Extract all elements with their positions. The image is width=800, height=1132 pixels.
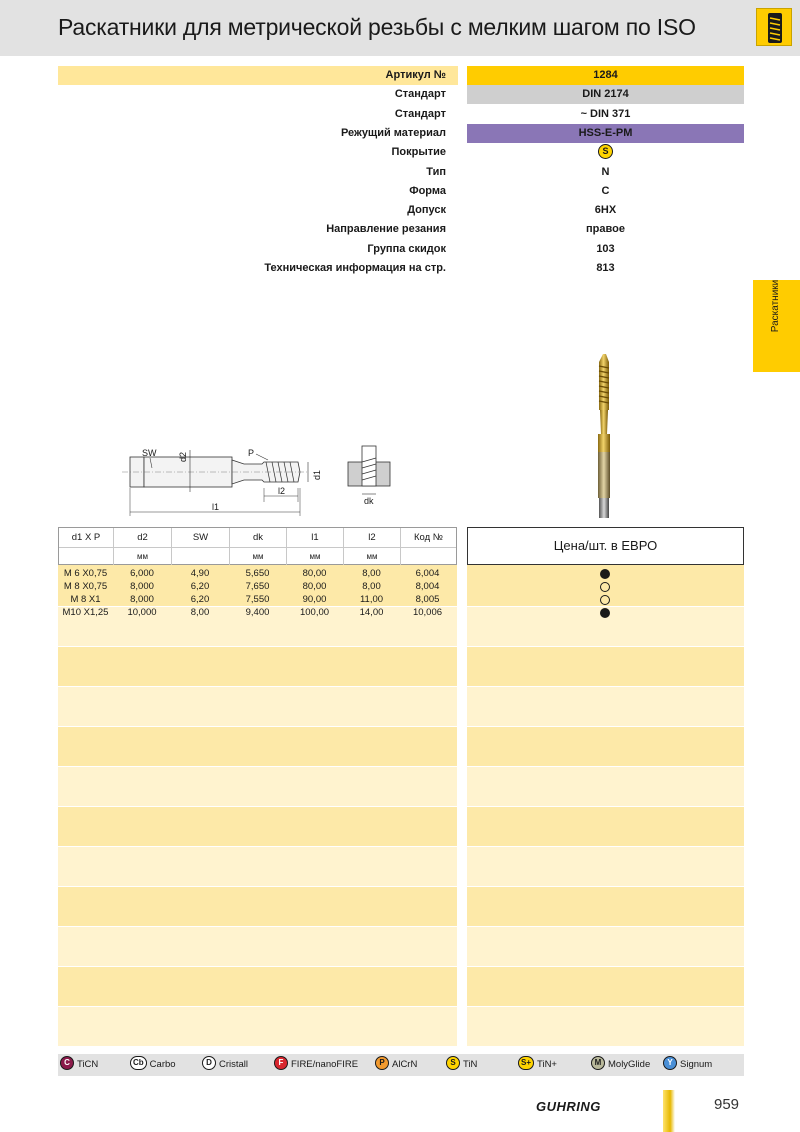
cell-l2: 11,00	[359, 594, 384, 605]
legend-item	[663, 1057, 712, 1073]
coating-badge-icon: Cb	[130, 1056, 147, 1070]
table-band	[467, 1007, 744, 1046]
in-stock-icon	[600, 569, 610, 579]
drawing-d1-label: d1	[312, 469, 322, 480]
cell-dk: 7,650	[245, 581, 270, 592]
coating-badge-icon: S	[598, 144, 613, 159]
tool-photo	[582, 352, 626, 525]
spec-value: 813	[467, 259, 744, 278]
brand-logo: GUHRING	[536, 1099, 601, 1114]
coating-badge-icon: S+	[518, 1056, 534, 1070]
col-l2: l2	[344, 528, 401, 547]
cell-sw: 8,00	[190, 607, 210, 618]
page-title: Раскатники для метрической резьбы с мелким шагом по ISO	[58, 14, 696, 40]
unit-d2: мм	[114, 547, 172, 565]
drawing-l1-label: l1	[212, 502, 220, 512]
cell-l2: 14,00	[359, 607, 384, 618]
legend-label: AlCrN	[392, 1059, 418, 1070]
coating-badge-icon: Y	[663, 1056, 677, 1070]
tool-drawing	[112, 432, 402, 525]
title-bar	[0, 0, 800, 56]
unit-d1xp	[59, 547, 114, 565]
table-band	[58, 647, 457, 686]
drawing-l2-label: l2	[278, 486, 286, 496]
coating-legend	[58, 1054, 744, 1076]
spec-label: Группа скидок	[58, 240, 458, 259]
price-header: Цена/шт. в ЕВРО	[467, 527, 744, 565]
cell-d1xp: M 8 X1	[70, 594, 101, 605]
unit-l2: мм	[344, 547, 401, 565]
cell-dk: 5,650	[245, 568, 270, 579]
on-order-icon	[600, 595, 610, 605]
legend-item	[274, 1057, 358, 1073]
spec-value: 1284	[467, 66, 744, 85]
spec-value: N	[467, 163, 744, 182]
spec-label: Техническая информация на стр.	[58, 259, 458, 278]
coating-badge-icon: C	[60, 1056, 74, 1070]
spec-label: Направление резания	[58, 220, 458, 239]
legend-item	[202, 1057, 248, 1073]
legend-label: MolyGlide	[608, 1059, 651, 1070]
table-band	[58, 847, 457, 886]
table-band	[467, 847, 744, 886]
table-band	[58, 967, 457, 1006]
spec-label: Режущий материал	[58, 124, 458, 143]
legend-label: FIRE/nanoFIRE	[291, 1059, 359, 1070]
cell-l1: 100,00	[299, 607, 330, 618]
spec-value: ~ DIN 371	[467, 105, 744, 124]
col-sw: SW	[172, 528, 230, 547]
spec-value: C	[467, 182, 744, 201]
cell-code: 10,006	[412, 607, 443, 618]
table-band	[467, 687, 744, 726]
cell-l2: 8,00	[362, 568, 381, 579]
side-tab[interactable]	[753, 280, 800, 372]
spec-value	[467, 143, 744, 162]
coating-badge-icon: F	[274, 1056, 288, 1070]
in-stock-icon	[600, 608, 610, 618]
table-band	[467, 967, 744, 1006]
table-band	[467, 767, 744, 806]
col-d2: d2	[114, 528, 172, 547]
coating-badge-icon: D	[202, 1056, 216, 1070]
cell-d2: 8,000	[130, 594, 154, 605]
table-band	[467, 727, 744, 766]
legend-label: TiN+	[537, 1059, 557, 1070]
col-code: Код №	[414, 532, 443, 543]
legend-label: Carbo	[149, 1059, 176, 1070]
cell-code: 6,004	[415, 568, 440, 579]
spec-label: Артикул №	[58, 66, 458, 85]
unit-code	[401, 547, 456, 565]
cell-d1xp: M 8 X0,75	[63, 581, 108, 592]
col-dk: dk	[230, 528, 287, 547]
table-band	[58, 767, 457, 806]
legend-item	[518, 1057, 557, 1073]
cell-d2: 6,000	[130, 568, 154, 579]
table-band	[58, 687, 457, 726]
spec-label: Форма	[58, 182, 458, 201]
spec-label: Стандарт	[58, 105, 458, 124]
legend-item	[60, 1057, 98, 1073]
cell-sw: 4,90	[190, 568, 210, 579]
table-band	[58, 927, 457, 966]
table-row[interactable]	[58, 580, 457, 593]
spec-label: Покрытие	[58, 143, 458, 162]
drawing-d2-label: d2	[178, 451, 188, 462]
thread-tap-icon	[756, 8, 792, 46]
drawing-dk-label: dk	[364, 496, 374, 506]
on-order-icon	[600, 582, 610, 592]
legend-label: Signum	[680, 1059, 713, 1070]
spec-value: правое	[467, 220, 744, 239]
cell-code: 8,004	[415, 581, 440, 592]
spec-label: Допуск	[58, 201, 458, 220]
table-band	[467, 887, 744, 926]
legend-label: TiN	[463, 1059, 478, 1070]
table-band	[58, 1007, 457, 1046]
legend-item	[130, 1057, 176, 1073]
legend-label: Cristall	[219, 1059, 249, 1070]
table-band	[467, 927, 744, 966]
table-row[interactable]	[58, 567, 457, 580]
spec-value: HSS-E-PM	[467, 124, 744, 143]
unit-l1: мм	[287, 547, 344, 565]
page-number: 959	[714, 1096, 740, 1113]
coating-badge-icon: M	[591, 1056, 605, 1070]
spec-label: Стандарт	[58, 85, 458, 104]
table-band	[58, 807, 457, 846]
drawing-sw-label: SW	[142, 448, 157, 458]
coating-badge-icon: S	[446, 1056, 460, 1070]
table-band	[58, 887, 457, 926]
unit-dk: мм	[230, 547, 287, 565]
spec-value: 6HX	[467, 201, 744, 220]
cell-dk: 7,550	[245, 594, 270, 605]
cell-sw: 6,20	[190, 581, 210, 592]
table-row[interactable]	[58, 593, 457, 606]
spec-value: 103	[467, 240, 744, 259]
cell-d1xp: M 6 X0,75	[63, 568, 108, 579]
side-tab-label: Раскатники	[770, 279, 781, 333]
table-row[interactable]	[58, 606, 457, 619]
legend-item	[446, 1057, 477, 1073]
cell-d1xp: M10 X1,25	[62, 607, 109, 618]
cell-l1: 80,00	[302, 568, 327, 579]
legend-label: TiCN	[77, 1059, 99, 1070]
col-l1: l1	[287, 528, 344, 547]
table-band	[467, 807, 744, 846]
cell-sw: 6,20	[190, 594, 210, 605]
unit-sw	[172, 547, 230, 565]
product-table-header	[58, 527, 457, 565]
coating-badge-icon: P	[375, 1056, 389, 1070]
cell-l2: 8,00	[362, 581, 381, 592]
drawing-p-label: P	[248, 448, 255, 458]
spec-label: Тип	[58, 163, 458, 182]
spec-value: DIN 2174	[467, 85, 744, 104]
cell-dk: 9,400	[245, 607, 270, 618]
legend-item	[591, 1057, 650, 1073]
legend-item	[375, 1057, 417, 1073]
brand-strip	[663, 1090, 675, 1132]
cell-l1: 90,00	[302, 594, 327, 605]
table-band	[58, 727, 457, 766]
table-band	[467, 647, 744, 686]
cell-d2: 8,000	[130, 581, 154, 592]
col-d1xp: d1 X P	[59, 528, 114, 547]
cell-l1: 80,00	[302, 581, 327, 592]
cell-code: 8,005	[415, 594, 440, 605]
cell-d2: 10,000	[127, 607, 157, 618]
